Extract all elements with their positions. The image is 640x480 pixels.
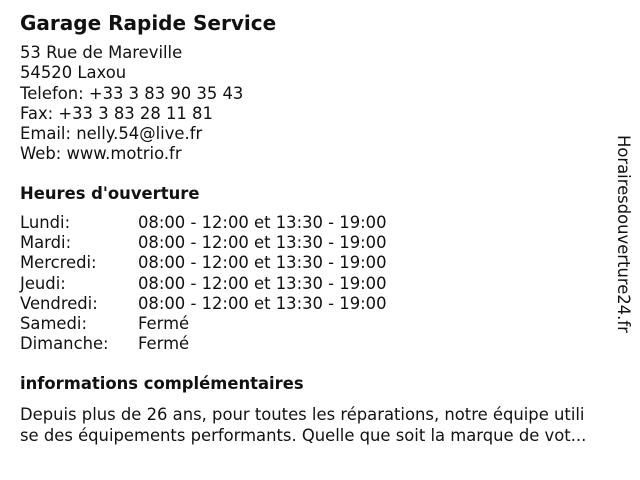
email-line[interactable]: Email: nelly.54@live.fr [20,124,203,144]
day-hours: 08:00 - 12:00 et 13:30 - 19:00 [138,293,387,313]
day-label: Mardi: [20,233,72,253]
additional-info-heading: informations complémentaires [20,374,304,393]
contact-block [20,43,243,165]
day-hours: Fermé [138,334,190,354]
web-line[interactable]: Web: www.motrio.fr [20,144,182,164]
info-line-2: se des équipements performants. Quelle que soit la marque de vot... [20,426,587,445]
day-label: Lundi: [20,213,71,232]
address-line-1: 53 Rue de Mareville [20,43,183,62]
day-label: Vendredi: [20,293,98,313]
opening-hours-heading: Heures d'ouverture [20,184,200,203]
day-label: Dimanche: [20,334,109,354]
address-line-2: 54520 Laxou [20,63,127,83]
day-hours: 08:00 - 12:00 et 13:30 - 19:00 [138,233,387,253]
day-hours: 08:00 - 12:00 et 13:30 - 19:00 [138,273,387,293]
site-watermark: Horairesdouverture24.fr [614,135,633,333]
day-hours: 08:00 - 12:00 et 13:30 - 19:00 [138,213,387,232]
phone-line[interactable]: Telefon: +33 3 83 90 35 43 [20,83,244,103]
day-hours: 08:00 - 12:00 et 13:30 - 19:00 [138,253,387,273]
day-label: Jeudi: [20,273,66,293]
info-line-1: Depuis plus de 26 ans, pour toutes les réparations, notre équipe utili [20,405,585,424]
additional-info-text [20,404,625,446]
day-hours: Fermé [138,313,190,333]
fax-line: Fax: +33 3 83 28 11 81 [20,103,213,123]
day-label: Mercredi: [20,253,97,273]
business-name: Garage Rapide Service [20,11,277,35]
day-label: Samedi: [20,313,87,333]
